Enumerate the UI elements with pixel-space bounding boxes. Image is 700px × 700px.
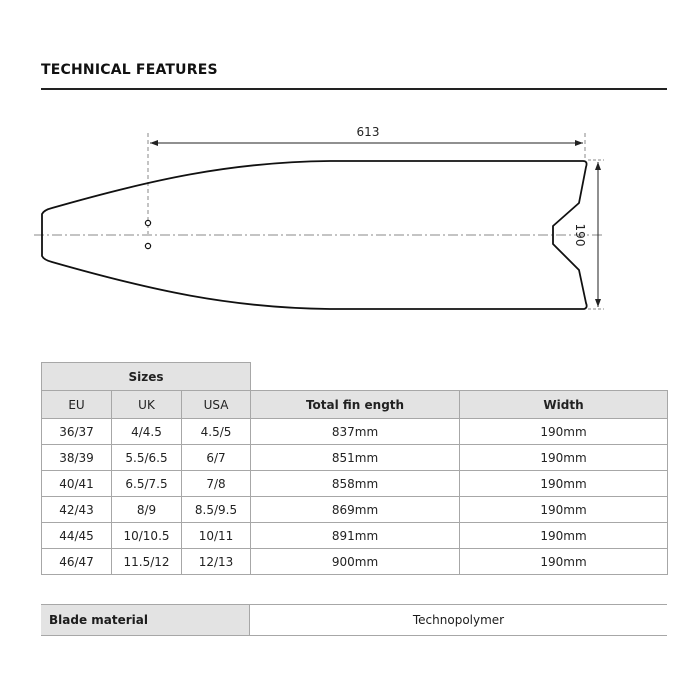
cell-usa: 7/8 xyxy=(182,471,251,497)
fin-blade-drawing xyxy=(0,0,700,340)
size-table xyxy=(41,362,668,575)
cell-uk: 4/4.5 xyxy=(112,419,182,445)
material-table xyxy=(41,604,667,636)
cell-total-length: 851mm xyxy=(251,445,460,471)
cell-uk: 11.5/12 xyxy=(112,549,182,575)
length-arrow-left xyxy=(150,140,158,146)
cell-uk: 5.5/6.5 xyxy=(112,445,182,471)
section-title: TECHNICAL FEATURES xyxy=(41,62,218,78)
cell-width: 190mm xyxy=(460,419,668,445)
col-header-usa: USA xyxy=(182,391,251,419)
cell-usa: 10/11 xyxy=(182,523,251,549)
col-header-total-length: Total fin ength xyxy=(251,391,460,419)
cell-usa: 6/7 xyxy=(182,445,251,471)
cell-width: 190mm xyxy=(460,549,668,575)
material-row xyxy=(41,605,667,636)
cell-uk: 6.5/7.5 xyxy=(112,471,182,497)
cell-width: 190mm xyxy=(460,471,668,497)
blade-material-label: Blade material xyxy=(41,605,250,636)
mount-hole-bottom xyxy=(145,243,150,248)
cell-usa: 4.5/5 xyxy=(182,419,251,445)
blank-header-cell xyxy=(251,363,668,391)
blade-material-value: Technopolymer xyxy=(250,605,668,636)
cell-width: 190mm xyxy=(460,445,668,471)
width-arrow-bottom xyxy=(595,299,601,307)
width-dimension-label: 190 xyxy=(573,223,587,247)
cell-uk: 10/10.5 xyxy=(112,523,182,549)
table-row xyxy=(42,497,668,523)
cell-eu: 46/47 xyxy=(42,549,112,575)
table-row xyxy=(42,445,668,471)
table-row xyxy=(42,419,668,445)
cell-eu: 44/45 xyxy=(42,523,112,549)
cell-eu: 42/43 xyxy=(42,497,112,523)
column-header-row xyxy=(42,391,668,419)
width-arrow-top xyxy=(595,162,601,170)
col-header-uk: UK xyxy=(112,391,182,419)
cell-uk: 8/9 xyxy=(112,497,182,523)
length-arrow-right xyxy=(575,140,583,146)
table-row xyxy=(42,523,668,549)
cell-total-length: 858mm xyxy=(251,471,460,497)
table-row xyxy=(42,549,668,575)
cell-eu: 40/41 xyxy=(42,471,112,497)
cell-eu: 38/39 xyxy=(42,445,112,471)
col-header-eu: EU xyxy=(42,391,112,419)
mount-hole-top xyxy=(145,220,150,225)
cell-eu: 36/37 xyxy=(42,419,112,445)
cell-usa: 12/13 xyxy=(182,549,251,575)
cell-total-length: 891mm xyxy=(251,523,460,549)
table-row xyxy=(42,471,668,497)
length-dimension-label: 613 xyxy=(356,125,380,139)
cell-total-length: 837mm xyxy=(251,419,460,445)
cell-width: 190mm xyxy=(460,497,668,523)
cell-width: 190mm xyxy=(460,523,668,549)
cell-usa: 8.5/9.5 xyxy=(182,497,251,523)
sizes-group-header: Sizes xyxy=(42,363,251,391)
size-group-row xyxy=(42,363,668,391)
cell-total-length: 869mm xyxy=(251,497,460,523)
col-header-width: Width xyxy=(460,391,668,419)
cell-total-length: 900mm xyxy=(251,549,460,575)
